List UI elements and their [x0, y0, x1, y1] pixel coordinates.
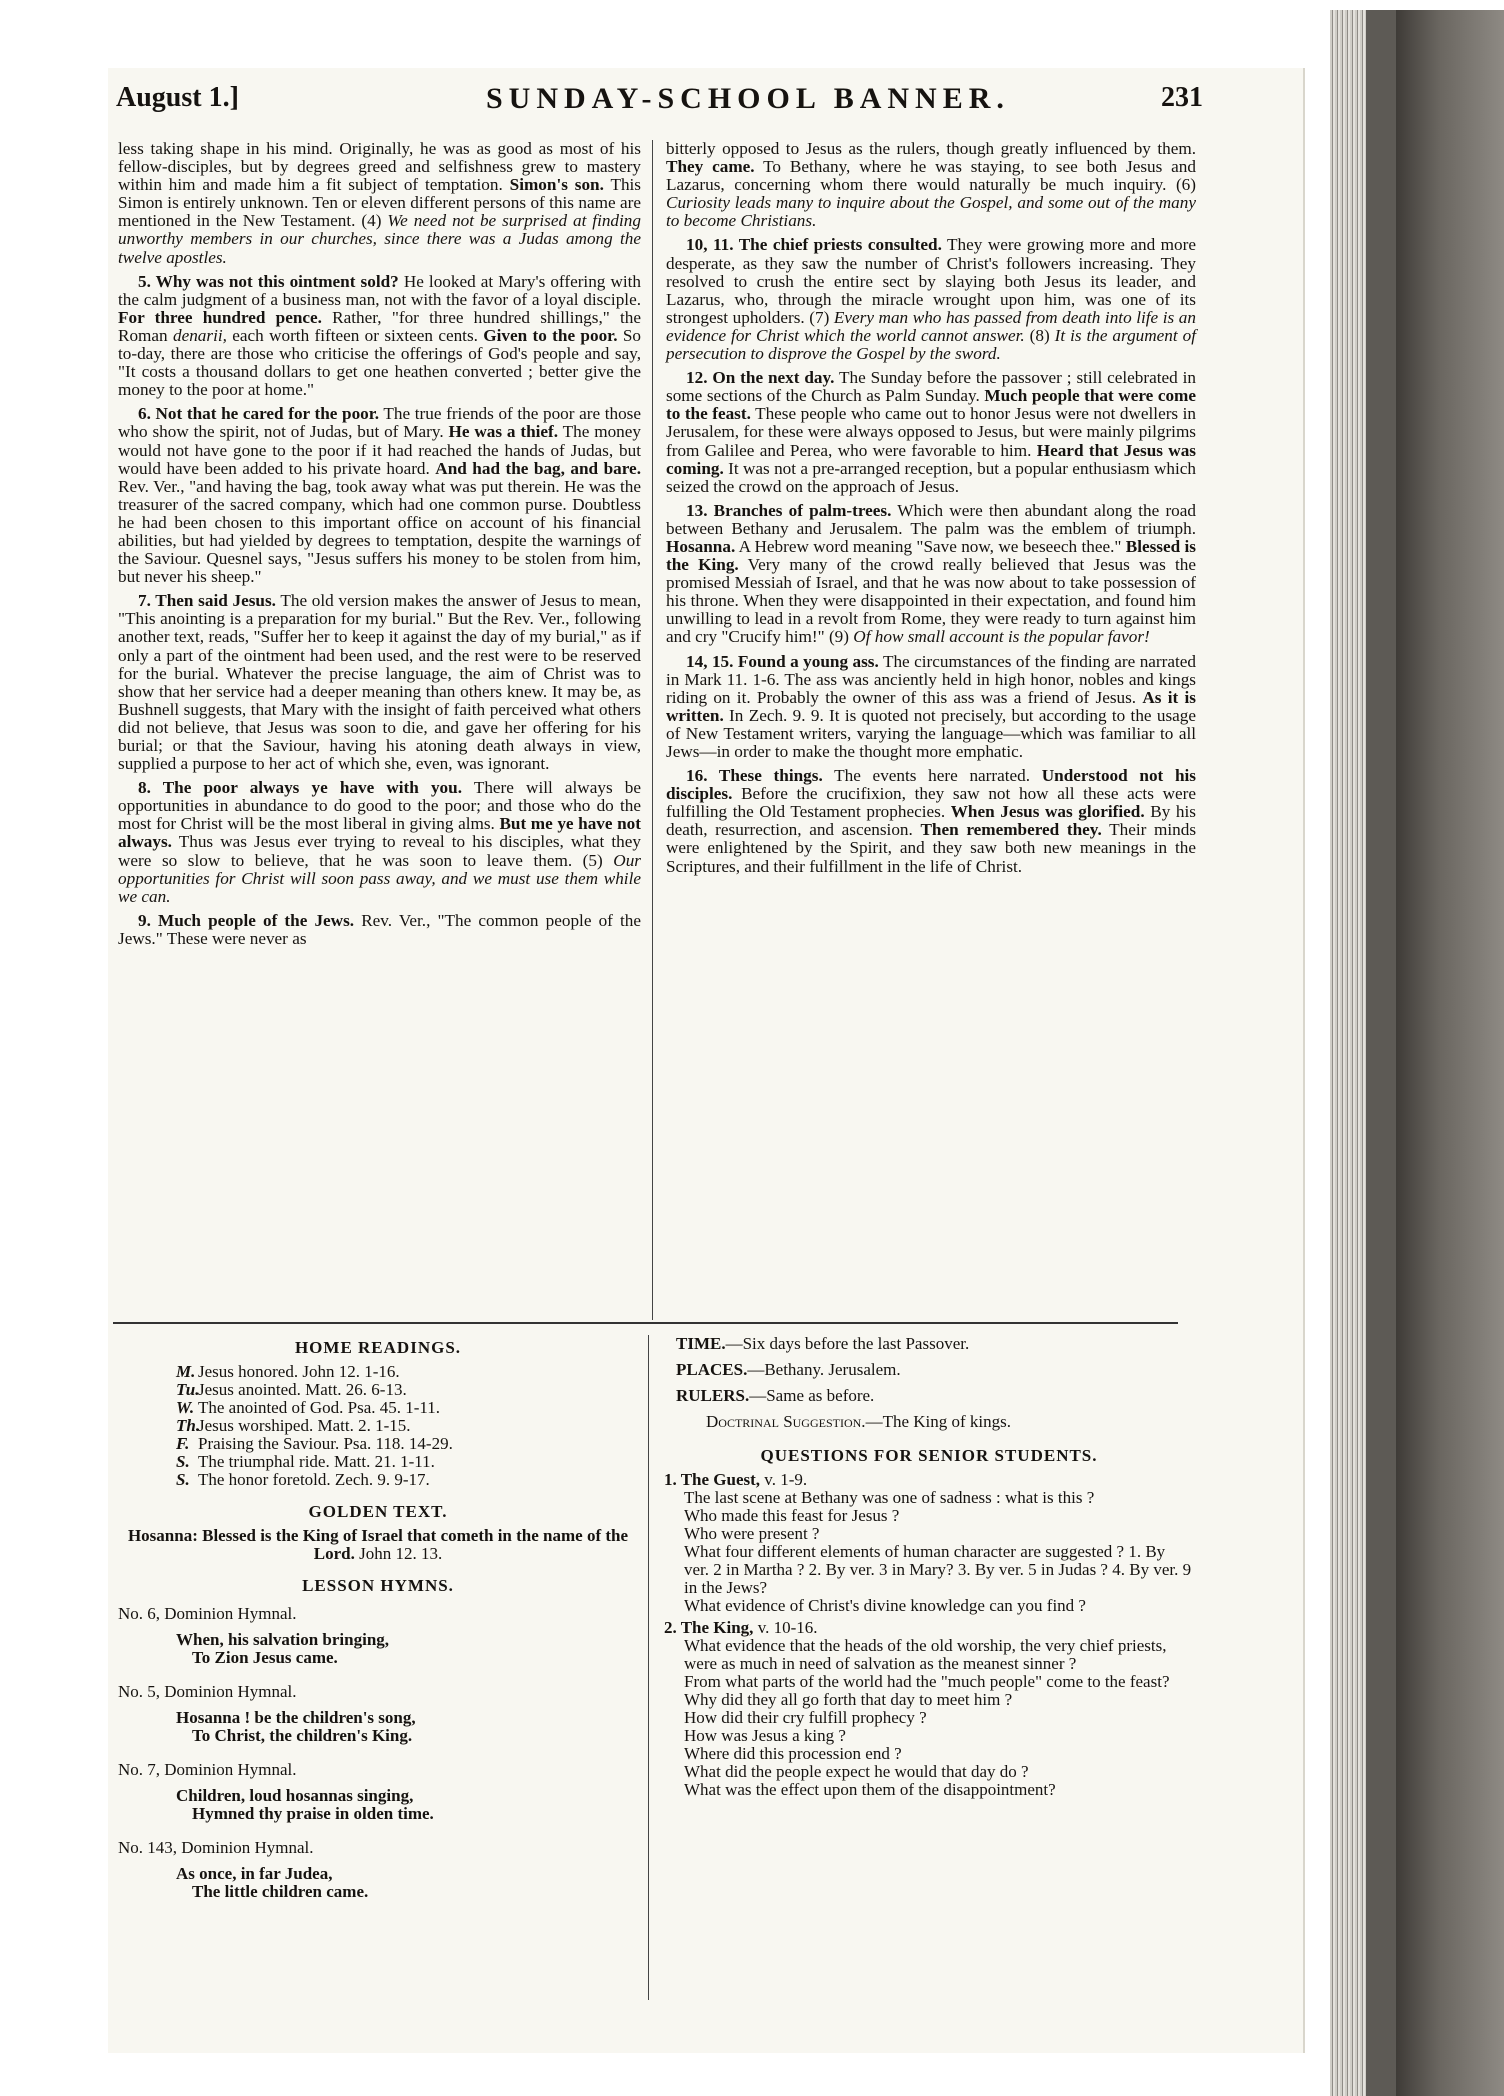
hymn-line: As once, in far Judea, — [176, 1864, 333, 1883]
hymn-entry — [118, 1761, 638, 1823]
book-spine-shadow — [1366, 10, 1396, 2096]
section-reference: v. 10-16. — [753, 1618, 818, 1637]
hymn-line: When, his salvation bringing, — [176, 1630, 390, 1649]
golden-text-heading: GOLDEN TEXT. — [308, 1502, 448, 1521]
question-section — [664, 1619, 1194, 1637]
hymn-number: No. 7, Dominion Hymnal. — [118, 1760, 297, 1779]
hymn-entry — [118, 1839, 638, 1901]
lower-right-section — [664, 1335, 1194, 1799]
paragraph — [118, 405, 641, 586]
hymn-entry — [118, 1605, 638, 1667]
text-bold: Much people that were come to the feast. — [666, 386, 1196, 424]
text-italic: Every man who has passed from death into life is an evidence for Christ which the world cannot answer. — [666, 307, 1196, 345]
text: bitterly opposed to Jesus as the rulers, though greatly influenced by them. — [666, 139, 1196, 158]
golden-text-reference: John 12. 13. — [354, 1544, 443, 1563]
reading-text: Jesus honored. John 12. 1-16. — [198, 1362, 400, 1381]
hymn-number: No. 143, Dominion Hymnal. — [118, 1838, 314, 1857]
questions-heading: QUESTIONS FOR SENIOR STUDENTS. — [760, 1446, 1098, 1465]
list-item — [118, 1381, 638, 1399]
paragraph — [666, 502, 1196, 647]
lesson-hymns-heading: LESSON HYMNS. — [302, 1576, 454, 1595]
reading-text: The triumphal ride. Matt. 21. 1-11. — [198, 1452, 435, 1471]
question: Who were present ? — [684, 1524, 820, 1543]
home-readings-list — [118, 1363, 638, 1489]
section-divider — [113, 1322, 1178, 1324]
paragraph — [118, 912, 641, 948]
text: By his death, resurrection, and ascension. — [666, 802, 1196, 840]
hymn-line: To Christ, the children's King. — [192, 1726, 413, 1745]
text: Before the crucifixion, they saw not how all these acts were fulfilling the Old Testament prophecies. — [666, 784, 1196, 822]
question: Why did they all go forth that day to meet him ? — [684, 1690, 1013, 1709]
time-line — [676, 1335, 1194, 1353]
reading-day: S. — [176, 1452, 190, 1471]
question: What evidence of Christ's divine knowledge can you find ? — [684, 1596, 1086, 1615]
list-item — [118, 1435, 638, 1453]
text-bold: Heard that Jesus was coming. — [666, 440, 1196, 478]
paragraph — [666, 653, 1196, 762]
text: The events here narrated. — [822, 766, 1042, 786]
text: They were growing more and more desperate, as they saw the number of Christ's followers increasing. They resolved to crush the entire sect by slaying both Jesus its leader, and Lazarus, who, through the miracle wrought upon him, was one of its strongest upholders. (7) — [666, 235, 1196, 327]
hymn-line: Hymned thy praise in olden time. — [192, 1804, 434, 1823]
verse-heading: 7. Then said Jesus. — [138, 591, 276, 611]
text: So to-day, there are those who criticise the offerings of God's people and say, "It costs a thousand dollars to get one heathen converted ; better give the money to the poor at home." — [118, 325, 641, 400]
question: How did their cry fulfill prophecy ? — [684, 1708, 927, 1727]
reading-day: M. — [176, 1362, 196, 1381]
text-italic: Our opportunities for Christ will soon pass away, and we must use them while we can. — [118, 850, 641, 906]
lower-left-section — [118, 1335, 638, 1901]
reading-day: S. — [176, 1470, 190, 1489]
hymn-line: Children, loud hosannas singing, — [176, 1786, 414, 1805]
list-item — [118, 1453, 638, 1471]
reading-day: Th. — [176, 1416, 201, 1435]
section-title: 2. The King, — [664, 1618, 754, 1637]
hymn-number: No. 6, Dominion Hymnal. — [118, 1604, 297, 1623]
question: What was the effect upon them of the disappointment? — [684, 1780, 1056, 1799]
verse-heading: 14, 15. Found a young ass. — [686, 651, 879, 671]
golden-text-body: Hosanna: Blessed is the King of Israel that cometh in the name of the Lord. — [127, 1526, 629, 1563]
text: Thus was Jesus ever trying to reveal to his disciples, what they were so slow to believe, that he was soon to leave them. (5) — [118, 832, 641, 870]
text-italic: denarii, — [172, 325, 227, 345]
header-date: August 1.] — [116, 82, 239, 113]
section-reference: v. 1-9. — [760, 1470, 808, 1489]
question: From what parts of the world had the "much people" come to the feast? — [684, 1672, 1170, 1691]
label: TIME. — [676, 1334, 726, 1353]
text-bold: Hosanna. — [666, 536, 736, 556]
text: Their minds were enlightened by the Spirit, and they saw both new meanings in the Scriptures, and their fulfillment in the life of Christ. — [666, 820, 1197, 876]
value: —Six days before the last Passover. — [725, 1334, 970, 1353]
value: —Bethany. Jerusalem. — [747, 1360, 901, 1379]
verse-heading: 8. The poor always ye have with you. — [138, 778, 462, 798]
question: How was Jesus a king ? — [684, 1726, 846, 1745]
doctrinal-suggestion — [706, 1413, 1194, 1431]
page-edge — [1330, 10, 1366, 2096]
verse-heading: 16. These things. — [686, 766, 823, 786]
verse-heading: 13. Branches of palm-trees. — [686, 500, 892, 520]
paragraph — [118, 273, 641, 400]
reading-text: The honor foretold. Zech. 9. 9-17. — [198, 1470, 430, 1489]
text-italic: It is the argument of persecution to disprove the Gospel by the sword. — [666, 325, 1196, 364]
column-rule — [648, 1335, 649, 2000]
text: A Hebrew word meaning "Save now, we beseech thee." — [735, 536, 1126, 556]
text: The Sunday before the passover ; still celebrated in some sections of the Church as Palm Sunday. — [666, 368, 1196, 406]
paragraph — [118, 592, 641, 773]
label: RULERS. — [676, 1386, 750, 1405]
reading-day: F. — [176, 1434, 190, 1453]
text-bold: But me ye have not always. — [118, 814, 642, 852]
publication-title: SUNDAY-SCHOOL BANNER. — [486, 82, 1010, 115]
paragraph — [118, 140, 641, 267]
text: This Simon is entirely unknown. Ten or eleven different persons of this name are mentioned in the New Testament. (4) — [118, 175, 642, 231]
column-rule — [652, 140, 653, 1320]
text-italic: Curiosity leads many to inquire about the Gospel, and some out of the many to become Christians. — [666, 193, 1196, 231]
hymn-line: The little children came. — [192, 1882, 369, 1901]
commentary-column-left — [118, 140, 641, 954]
reading-text: The anointed of God. Psa. 45. 1-11. — [198, 1398, 441, 1417]
reading-day: Tu. — [176, 1380, 200, 1399]
question-section — [664, 1471, 1194, 1489]
hymn-line: To Zion Jesus came. — [192, 1648, 338, 1667]
text: It was not a pre-arranged reception, but a popular enthusiasm which seized the crowd on the approach of Jesus. — [666, 458, 1196, 496]
question: Who made this feast for Jesus ? — [684, 1506, 900, 1525]
text: less taking shape in his mind. Originally, he was as good as most of his fellow-disciples, but by degrees greed and selfishness grew to mastery within him and made him a fit subject of temptation. — [118, 139, 641, 195]
text-bold: He was a thief. — [448, 422, 559, 442]
page-header — [108, 78, 1203, 126]
hymn-entry — [118, 1683, 638, 1745]
text: The old version makes the answer of Jesus to mean, "This anointing is a preparation for my burial." But the Rev. Ver., following another text, reads, "Suffer her to keep it against the day of my burial," as if only a part of the ointment had been used, and the rest were to be reserved for the burial. Whatever the precise language, the aim of Christ was to show that her service had a deeper meaning than others knew. It may be, as Bushnell suggests, that Mary with the insight of faith perceived what others did not believe, that Jesus was soon to die, and gave her offering for his burial; or that the Saviour, having his atoning death always in view, supplied a purpose to her act of which she, even, was ignorant. — [118, 591, 641, 774]
reading-day: W. — [176, 1398, 195, 1417]
verse-heading: 10, 11. The chief priests consulted. — [686, 235, 942, 255]
question: Where did this procession end ? — [684, 1744, 902, 1763]
text: each worth fifteen or sixteen cents. — [226, 325, 484, 345]
book-cover-edge — [1396, 10, 1504, 2096]
hymn-number: No. 5, Dominion Hymnal. — [118, 1682, 297, 1701]
question: What did the people expect he would that day do ? — [684, 1762, 1029, 1781]
paragraph — [666, 369, 1196, 496]
value: —Same as before. — [749, 1386, 875, 1405]
text: He looked at Mary's offering with the calm judgment of a business man, not with the favor of a loyal disciple. — [118, 271, 642, 309]
text: Rather, "for three hundred shillings," the Roman — [118, 307, 641, 345]
question: The last scene at Bethany was one of sadness : what is this ? — [684, 1488, 1095, 1507]
paragraph — [666, 767, 1196, 876]
question: What evidence that the heads of the old worship, the very chief priests, were as much in need of salvation as the meanest sinner ? — [684, 1636, 1167, 1673]
paragraph — [118, 779, 641, 906]
text: The true friends of the poor are those who show the spirit, not of Judas, but of Mary. — [118, 404, 641, 442]
reading-text: Praising the Saviour. Psa. 118. 14-29. — [198, 1434, 453, 1453]
golden-text — [118, 1527, 638, 1563]
text-bold: As it is written. — [666, 687, 1196, 725]
label: PLACES. — [676, 1360, 748, 1379]
text-bold: Understood not his disciples. — [666, 766, 1196, 804]
text-bold: When Jesus was glorified. — [950, 802, 1145, 822]
rulers-line — [676, 1387, 1194, 1405]
hymn-line: Hosanna ! be the children's song, — [176, 1708, 416, 1727]
section-title: 1. The Guest, — [664, 1470, 761, 1489]
text: To Bethany, where he was staying, to see both Jesus and Lazarus, concerning whom there would naturally be much inquiry. (6) — [666, 157, 1196, 195]
text: Rev. Ver., "The common people of the Jews." These were never as — [118, 910, 642, 948]
text-bold: And had the bag, and bare. — [435, 458, 641, 478]
places-line — [676, 1361, 1194, 1379]
text: The circumstances of the finding are narrated in Mark 11. 1-6. The ass was anciently held in high honor, nobles and kings riding on it. Probably the owner of this ass was a friend of Jesus. — [666, 651, 1196, 707]
home-readings-heading: HOME READINGS. — [294, 1338, 462, 1357]
text-bold: Then remembered they. — [920, 820, 1102, 840]
label: Doctrinal Suggestion. — [706, 1412, 866, 1431]
text-bold: Simon's son. — [509, 175, 604, 195]
verse-heading: 6. Not that he cared for the poor. — [138, 404, 380, 424]
list-item — [118, 1399, 638, 1417]
text-bold: For three hundred pence. — [118, 307, 322, 327]
list-item — [118, 1363, 638, 1381]
question-list — [664, 1489, 1194, 1615]
question: What four different elements of human character are suggested ? 1. By ver. 2 in Martha ? 2. By ver. 3 in Mary? 3. By ver. 5 in Judas ? 4. By ver. 9 in the Jews? — [684, 1542, 1192, 1597]
question-list — [664, 1637, 1194, 1799]
text-bold: Blessed is the King. — [666, 536, 1196, 575]
reading-text: Jesus worshiped. Matt. 2. 1-15. — [198, 1416, 411, 1435]
text: Rev. Ver., "and having the bag, took away what was put therein. He was the treasurer of the sacred company, which had one common purse. Doubtless he had been chosen to this important office on account of his financial abilities, but had yielded by degrees to temptation, despite the warnings of the Saviour. Quesnel says, "Jesus suffers his money to be stolen from him, but never his sheep." — [118, 476, 641, 587]
page-number: 231 — [1161, 82, 1203, 113]
commentary-column-right — [666, 140, 1196, 882]
list-item — [118, 1471, 638, 1489]
list-item — [118, 1417, 638, 1435]
text: (8) — [1024, 325, 1055, 345]
paragraph — [666, 236, 1196, 363]
value: —The King of kings. — [865, 1412, 1011, 1431]
reading-text: Jesus anointed. Matt. 26. 6-13. — [198, 1380, 407, 1399]
text: Which were then abundant along the road between Bethany and Jerusalem. The palm was the emblem of triumph. — [666, 500, 1196, 538]
text-bold: Given to the poor. — [483, 325, 618, 345]
text: There will always be opportunities in abundance to do good to the poor; and those who do the most for Christ will be the most liberal in giving alms. — [118, 778, 641, 834]
text-italic: Of how small account is the popular favor! — [853, 627, 1150, 647]
text-italic: We need not be surprised at finding unworthy members in our churches, since there was a Judas among the twelve apostles. — [118, 211, 641, 267]
verse-heading: 9. Much people of the Jews. — [138, 910, 355, 930]
text-bold: They came. — [666, 157, 755, 177]
verse-heading: 12. On the next day. — [686, 368, 835, 388]
paragraph — [666, 140, 1196, 230]
text: In Zech. 9. 9. It is quoted not precisely, but according to the usage of New Testament writers, varying the language—which was familiar to all Jews—in order to make the thought more emphatic. — [666, 705, 1196, 761]
verse-heading: 5. Why was not this ointment sold? — [138, 271, 399, 291]
text: Very many of the crowd really believed that Jesus was the promised Messiah of Israel, and that he was now about to take possession of his throne. When they were disappointed in their expectation, and found him unwilling to lead in a revolt from Rome, they were ready to turn against him and cry "Crucify him!" (9) — [666, 555, 1196, 647]
text: The money would not have gone to the poor if it had reached the hands of Judas, but would have been added to his private hoard. — [118, 422, 641, 478]
text: These people who came out to honor Jesus were not dwellers in Jerusalem, for these were always opposed to Jesus, but were mainly pilgrims from Galilee and Perea, who were favorable to him. — [666, 404, 1196, 460]
